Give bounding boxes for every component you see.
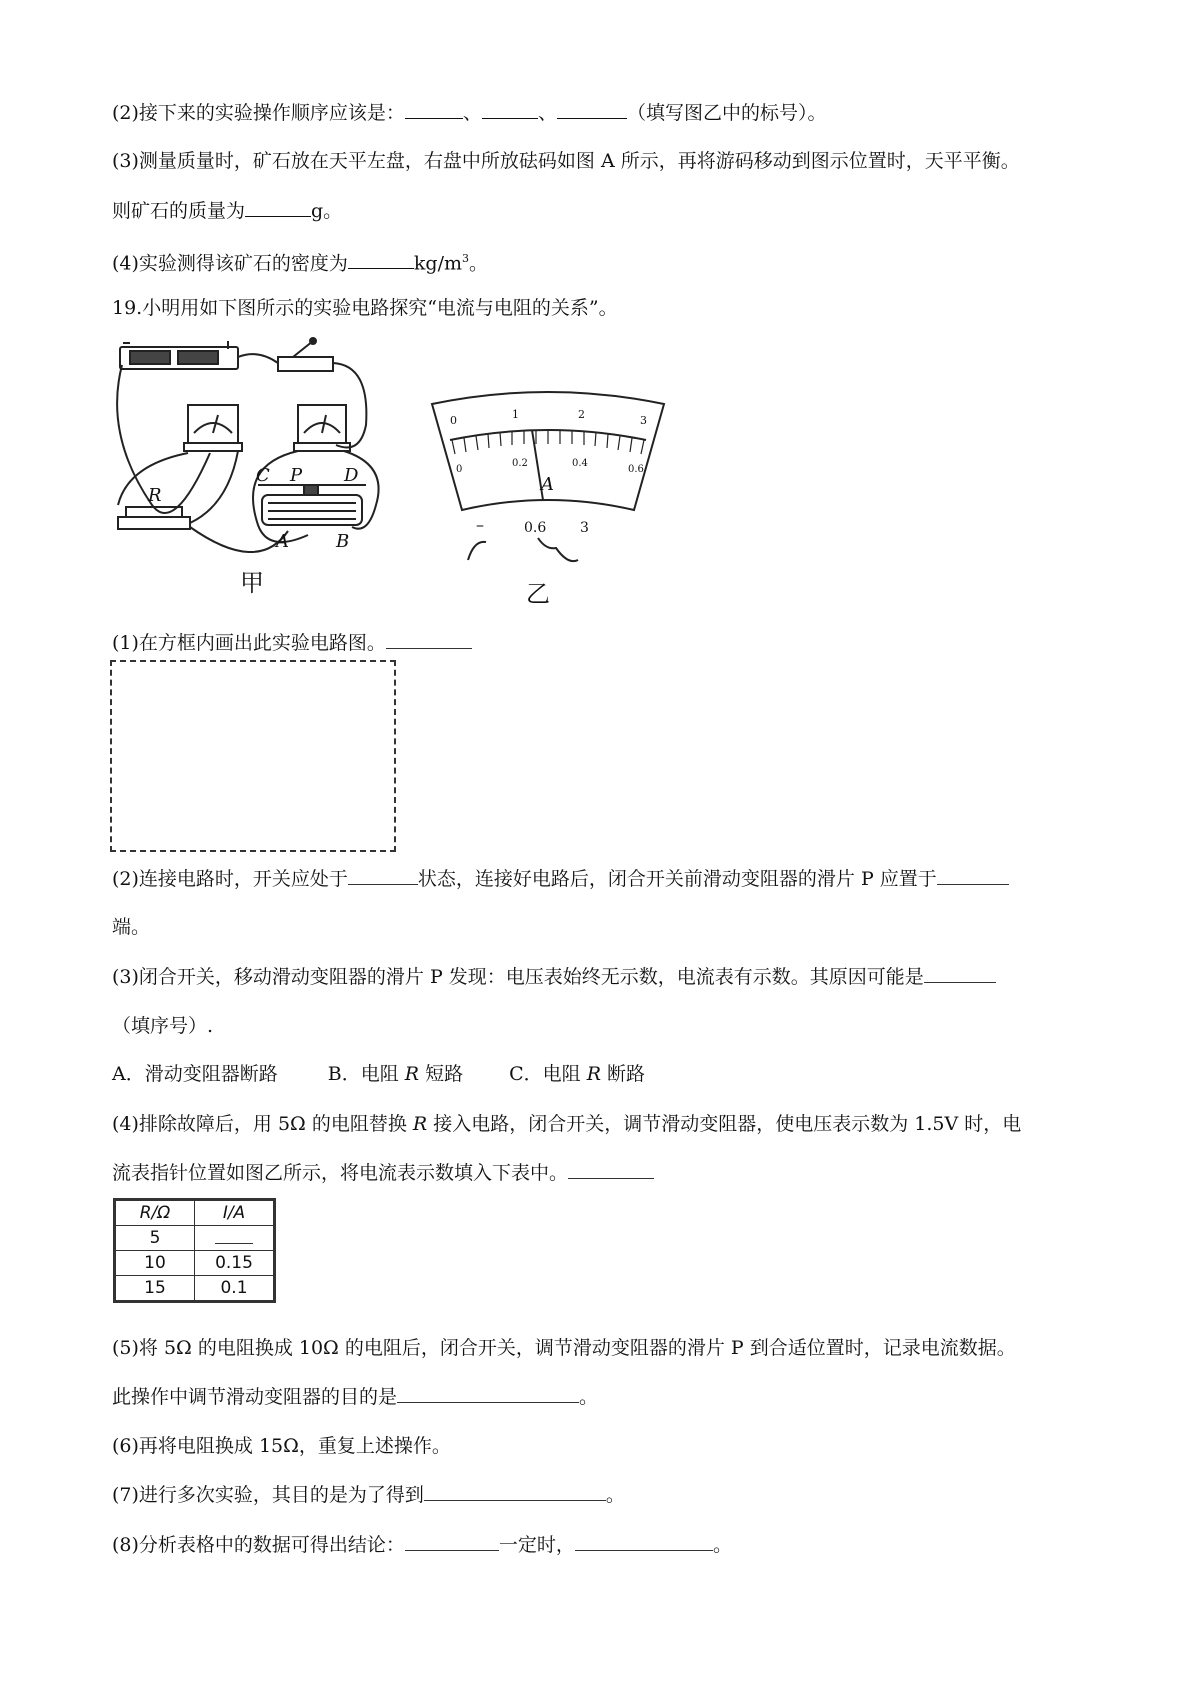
answer-blank[interactable]: [937, 864, 1009, 885]
q18-part4: (4)实验测得该矿石的密度为 $kg/m^3$。: [112, 245, 488, 277]
voltmeter-icon: [294, 405, 350, 451]
svg-text:A: A: [541, 474, 554, 495]
answer-blank[interactable]: [348, 248, 414, 269]
table-cell: 0.1: [195, 1276, 275, 1302]
answer-blank[interactable]: [405, 98, 463, 119]
svg-text:1: 1: [512, 408, 519, 421]
option-a: A．滑动变阻器断路: [112, 1063, 278, 1085]
resistor-icon: [118, 507, 190, 529]
label-D: D: [344, 465, 359, 486]
q19-part7: (7)进行多次实验，其目的是为了得到 。: [112, 1480, 625, 1509]
table-row: [115, 1226, 275, 1251]
q19-part2: (2)连接电路时，开关应处于 状态，连接好电路后，闭合开关前滑动变阻器的滑片 P 应置于: [112, 864, 1009, 893]
svg-text:0.4: 0.4: [572, 458, 588, 469]
circuit-diagram-jia: [108, 335, 408, 595]
table-cell: 15: [115, 1276, 195, 1302]
table-row: [115, 1276, 275, 1302]
q18-part3: (3)测量质量时，矿石放在天平左盘，右盘中所放砝码如图 A 所示，再将游码移动到图示位置时，天平平衡。: [112, 150, 1020, 172]
table-cell: 5: [115, 1226, 195, 1251]
data-table: [113, 1198, 276, 1303]
q19-part2-cont: 端。: [112, 916, 151, 938]
battery-icon: [120, 341, 238, 369]
figure-label-yi: 乙: [526, 580, 550, 608]
q19-part3-cont: （填序号）.: [112, 1015, 214, 1037]
table-row: [115, 1251, 275, 1276]
answer-blank[interactable]: [424, 1480, 606, 1501]
q19-title: 19.小明用如下图所示的实验电路探究“电流与电阻的关系”。: [112, 297, 618, 319]
label-R: R: [148, 485, 162, 506]
label-P: P: [290, 465, 303, 486]
rheostat-icon: [258, 485, 366, 525]
table-header-row: [115, 1200, 275, 1226]
svg-text:3: 3: [640, 414, 647, 427]
option-c: C．电阻 R 断路: [509, 1063, 646, 1085]
svg-text:0.6: 0.6: [628, 464, 644, 475]
q19-part3: (3)闭合开关，移动滑动变阻器的滑片 P 发现：电压表始终无示数，电流表有示数。其原因可能是: [112, 962, 996, 991]
answer-blank[interactable]: [482, 98, 538, 119]
answer-blank[interactable]: [386, 628, 472, 649]
svg-text:2: 2: [578, 408, 585, 421]
ammeter-dial-yi: [428, 390, 668, 610]
label-B: B: [336, 531, 350, 552]
table-cell: 0.15: [195, 1251, 275, 1276]
q19-part5: (5)将 5Ω 的电阻换成 10Ω 的电阻后，闭合开关，调节滑动变阻器的滑片 P 到合适位置时，记录电流数据。: [112, 1337, 1016, 1359]
q19-part6: (6)再将电阻换成 15Ω，重复上述操作。: [112, 1435, 451, 1457]
label-C: C: [256, 465, 270, 486]
answer-blank[interactable]: [348, 864, 418, 885]
q18-part3-cont: 则矿石的质量为 g。: [112, 196, 342, 225]
figure-label-jia: 甲: [240, 569, 264, 595]
table-cell-blank[interactable]: [195, 1226, 275, 1251]
svg-text:0: 0: [450, 414, 457, 427]
q18-part2: (2)接下来的实验操作顺序应该是： 、 、 （填写图乙中的标号）。: [112, 98, 826, 127]
answer-blank[interactable]: [568, 1158, 654, 1179]
ammeter-icon: [184, 405, 242, 451]
answer-blank[interactable]: [924, 962, 996, 983]
svg-text:3: 3: [580, 520, 589, 536]
q19-part4-cont: 流表指针位置如图乙所示，将电流表示数填入下表中。: [112, 1158, 654, 1187]
switch-icon: [278, 338, 333, 371]
option-b: B．电阻 R 短路: [327, 1063, 464, 1085]
q19-part1: (1)在方框内画出此实验电路图。: [112, 628, 472, 657]
svg-text:–: –: [476, 515, 484, 534]
answer-blank[interactable]: [575, 1530, 713, 1551]
table-header: R/Ω: [115, 1200, 195, 1226]
answer-blank[interactable]: [245, 196, 311, 217]
svg-text:0.2: 0.2: [512, 458, 528, 469]
answer-blank[interactable]: [397, 1382, 579, 1403]
table-header: I/A: [195, 1200, 275, 1226]
label-A: A: [276, 531, 289, 552]
svg-text:0.6: 0.6: [524, 520, 547, 536]
svg-text:0: 0: [456, 464, 463, 475]
answer-blank[interactable]: [405, 1530, 499, 1551]
q19-options: [112, 1060, 645, 1088]
drawing-box[interactable]: [110, 660, 396, 852]
q19-part4: (4)排除故障后，用 5Ω 的电阻替换 R 接入电路，闭合开关，调节滑动变阻器，使电压表示数为 1.5V 时，电: [112, 1113, 1022, 1135]
q19-part8: (8)分析表格中的数据可得出结论： 一定时， 。: [112, 1530, 732, 1559]
q19-part5-cont: 此操作中调节滑动变阻器的目的是 。: [112, 1382, 598, 1411]
answer-blank[interactable]: [557, 98, 627, 119]
table-cell: 10: [115, 1251, 195, 1276]
